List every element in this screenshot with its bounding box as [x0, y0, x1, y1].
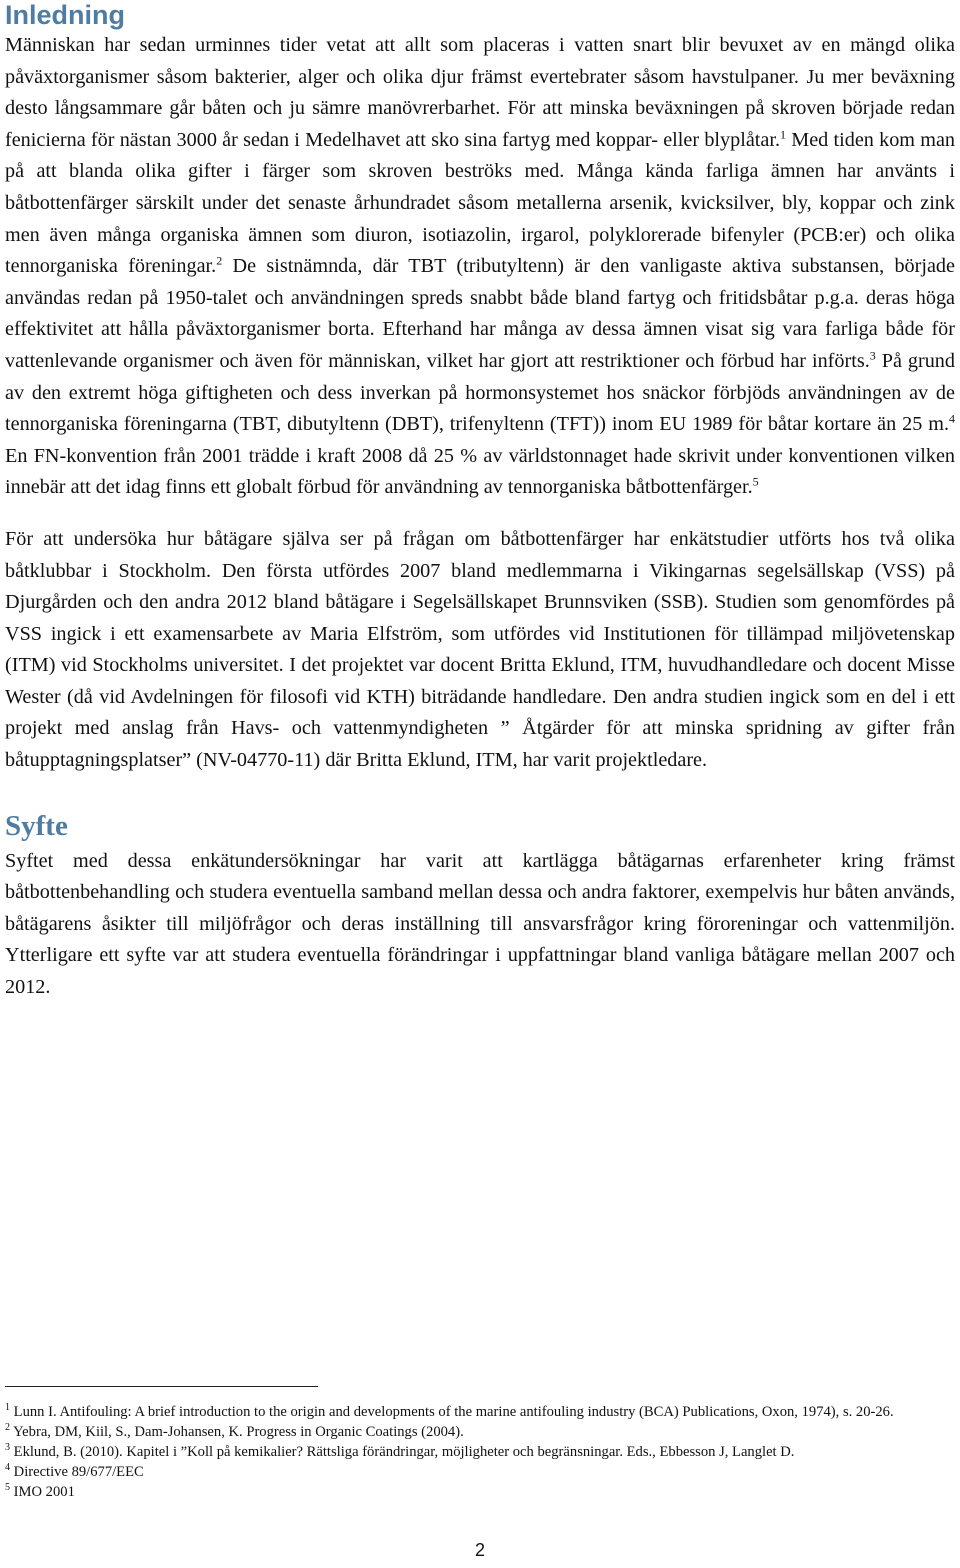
- footnote-number: 3: [5, 1442, 10, 1454]
- section-heading-inledning: Inledning: [5, 0, 125, 30]
- footnote: [5, 1402, 955, 1422]
- footnote-number: 5: [5, 1482, 10, 1494]
- footnote-number: 1: [5, 1402, 10, 1414]
- footnote-text: Eklund, B. (2010). Kapitel i ”Koll på kemikalier? Rättsliga förändringar, möjligheter och begränsningar. Eds., Ebbesson J, Langlet D.: [10, 1444, 795, 1460]
- intro-paragraph-2: För att undersöka hur båtägare själva ser på frågan om båtbottenfärger har enkätstudier utförts hos två olika båtklubbar i Stockholm. Den första utfördes 2007 bland medlemmarna i Vikingarnas segelsällskap (VSS) på Djurgården och den andra 2012 bland båtägare i Segelsällskapet Brunnsviken (SSB). Studien som genomfördes på VSS ingick i ett examensarbete av Maria Elfström, som utfördes vid Institutionen för tillämpad miljövetenskap (ITM) vid Stockholms universitet. I det projektet var docent Britta Eklund, ITM, huvudhandledare och docent Misse Wester (då vid Avdelningen för filosofi vid KTH) biträdande handledare. Den andra studien ingick som en del i ett projekt med anslag från Havs- och vattenmyndigheten ” Åtgärder för att minska spridning av gifter från båtupptagningsplatser” (NV-04770-11) där Britta Eklund, ITM, har varit projektledare.: [5, 527, 955, 772]
- footnote: [5, 1462, 955, 1482]
- footnote-divider: [5, 1386, 318, 1387]
- text-run: På grund av den extremt höga giftigheten och dess inverkan på hormonsystemet hos snäckor förbjöds användningen av de tennorganiska föreningarna (TBT, dibutyltenn (DBT), trifenyltenn (TFT)) inom EU 1989 för båtar kortare än 25 m.: [5, 349, 955, 436]
- footnote-text: Yebra, DM, Kiil, S., Dam-Johansen, K. Progress in Organic Coatings (2004).: [10, 1424, 464, 1440]
- text-run: En FN-konvention från 2001 trädde i kraft 2008 då 25 % av världstonnaget hade skrivit under konventionen vilken innebär att det idag finns ett globalt förbud för användning av tennorganiska båtbottenfärger.: [5, 444, 955, 499]
- text-run: Människan har sedan urminnes tider vetat att allt som placeras i vatten snart blir bevuxet av en mängd olika påväxtorganismer såsom bakterier, alger och olika djur främst evertebrater såsom havstulpaner. Ju mer beväxning desto långsammare går båten och ju sämre manövrerbarhet. För att minska beväxningen på skroven började redan fenicierna för nästan 3000 år sedan i Medelhavet att sko sina fartyg med koppar- eller blyplåtar.: [5, 34, 955, 151]
- footnote-ref: 5: [752, 474, 759, 489]
- footnote-ref: 3: [869, 348, 876, 363]
- footnote-text: Lunn I. Antifouling: A brief introduction to the origin and developments of the marine antifouling industry (BCA) Publications, Oxon, 1974), s. 20-26.: [10, 1404, 894, 1420]
- footnote-ref: 1: [780, 127, 787, 142]
- footnote: [5, 1422, 955, 1442]
- footnote: [5, 1442, 955, 1462]
- footnotes: [5, 1402, 955, 1502]
- text-run: De sistnämnda, där TBT (tributyltenn) är den vanligaste aktiva substansen, började användas redan på 1950-talet och användningen spreds snabbt både bland fartyg och fritidsbåtar p.g.a. deras höga effektivitet att hålla påväxtorganismer borta. Efterhand har många av dessa ämnen visat sig vara farliga både för vattenlevande organismer och även för människan, vilket har gjort att restriktioner och förbud har införts.: [5, 255, 955, 372]
- footnote-ref: 2: [216, 253, 223, 268]
- document-page: [5, 0, 955, 1568]
- footnote-text: IMO 2001: [10, 1484, 75, 1500]
- footnote-ref: 4: [949, 411, 955, 426]
- section-heading-syfte: Syfte: [5, 809, 68, 842]
- text-run: Med tiden kom man på att blanda olika gifter i färger som skroven beströks med. Många kända farliga ämnen har använts i båtbottenfärger särskilt under det senaste århundradet såsom metallerna arsenik, kvicksilver, bly, koppar och zink men även många organiska ämnen som diuron, isotiazolin, irgarol, polyklorerade bifenyler (PCB:er) och olika tennorganiska föreningar.: [5, 128, 956, 278]
- footnote-number: 2: [5, 1422, 10, 1434]
- intro-paragraph-1: [5, 30, 955, 504]
- syfte-paragraph: Syftet med dessa enkätundersökningar har varit att kartlägga båtägarnas erfarenheter kring främst båtbottenbehandling och studera eventuella samband mellan dessa och andra faktorer, exempelvis hur båten används, båtägarens åsikter till miljöfrågor och deras inställning till ansvarsfrågor kring föroreningar och vattenmiljön. Ytterligare ett syfte var att studera eventuella förändringar i uppfattningar bland vanliga båtägare mellan 2007 och 2012.: [5, 849, 955, 999]
- footnote-text: Directive 89/677/EEC: [10, 1464, 144, 1480]
- page-number: 2: [474, 1540, 485, 1560]
- footnote: [5, 1482, 955, 1502]
- footnote-number: 4: [5, 1462, 10, 1474]
